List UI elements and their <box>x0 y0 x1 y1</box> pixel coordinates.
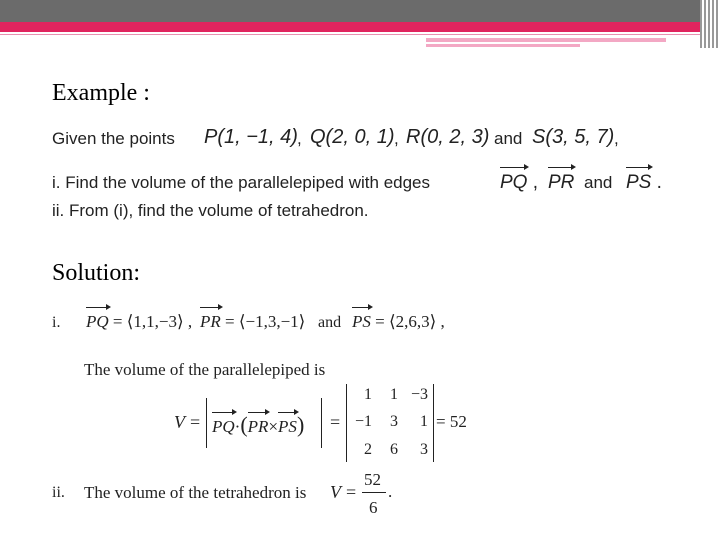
comma: , <box>394 129 399 148</box>
point-q: Q(2, 0, 1) <box>310 126 395 148</box>
part-i-text: i. Find the volume of the parallelepiped with edges <box>52 173 431 192</box>
given-prefix: Given the points <box>52 129 175 148</box>
example-heading: Example : <box>52 80 150 106</box>
point-s: S(3, 5, 7) <box>532 126 615 148</box>
matrix-cell: 3 <box>390 413 398 430</box>
matrix-cell: 1 <box>420 413 428 430</box>
top-gray-bar <box>0 0 700 22</box>
matrix-cell: 1 <box>390 386 398 403</box>
matrix-cell: 6 <box>390 441 398 458</box>
v-symbol: V <box>174 412 185 432</box>
pq-equation: PQ = ⟨1,1,−3⟩ , <box>86 312 193 331</box>
solution-i-label: i. <box>52 314 61 331</box>
tetrahedron-text: The volume of the tetrahedron is <box>84 483 307 502</box>
point-p: P(1, −1, 4) <box>204 126 298 148</box>
fraction-numerator: 52 <box>364 470 381 489</box>
equals-sign-2: = <box>330 412 341 432</box>
volume-text: The volume of the parallelepiped is <box>84 360 326 379</box>
and-word: and <box>318 314 342 331</box>
header-stripes <box>700 0 720 48</box>
equals-sign-3: = <box>346 482 357 502</box>
equals-sign: = <box>190 412 201 432</box>
fraction-denominator: 6 <box>369 498 378 517</box>
vector-pr: PR <box>548 172 575 193</box>
part-ii-text: ii. From (i), find the volume of tetrahedron. <box>52 201 369 220</box>
pr-equation: PR = ⟨−1,3,−1⟩ <box>200 312 306 331</box>
triple-product: PQ·(PR×PS) <box>212 412 305 437</box>
matrix-cell: −3 <box>410 386 428 403</box>
result-value: = 52 <box>436 412 467 431</box>
header-pink-segment-2 <box>426 44 580 47</box>
matrix-cell: 3 <box>420 441 428 458</box>
period: . <box>388 482 393 501</box>
top-pink-bar <box>0 22 700 32</box>
and-word: and <box>494 129 523 148</box>
matrix-cell: −1 <box>354 413 372 430</box>
solution-ii-label: ii. <box>52 484 65 501</box>
comma: , <box>614 129 619 148</box>
and-word: and <box>584 173 613 192</box>
header-thin-line <box>0 34 700 35</box>
vector-ps: PS . <box>626 172 662 193</box>
fraction-bar <box>362 492 386 493</box>
comma: , <box>297 129 302 148</box>
matrix-cell: 2 <box>364 441 372 458</box>
matrix-cell: 1 <box>364 386 372 403</box>
v-symbol-2: V <box>330 482 341 502</box>
header-pink-segment <box>426 38 666 42</box>
point-r: R(0, 2, 3) <box>406 126 490 148</box>
vector-pq: PQ , <box>500 172 539 193</box>
ps-equation: PS = ⟨2,6,3⟩ , <box>352 312 445 331</box>
solution-heading: Solution: <box>52 260 141 286</box>
